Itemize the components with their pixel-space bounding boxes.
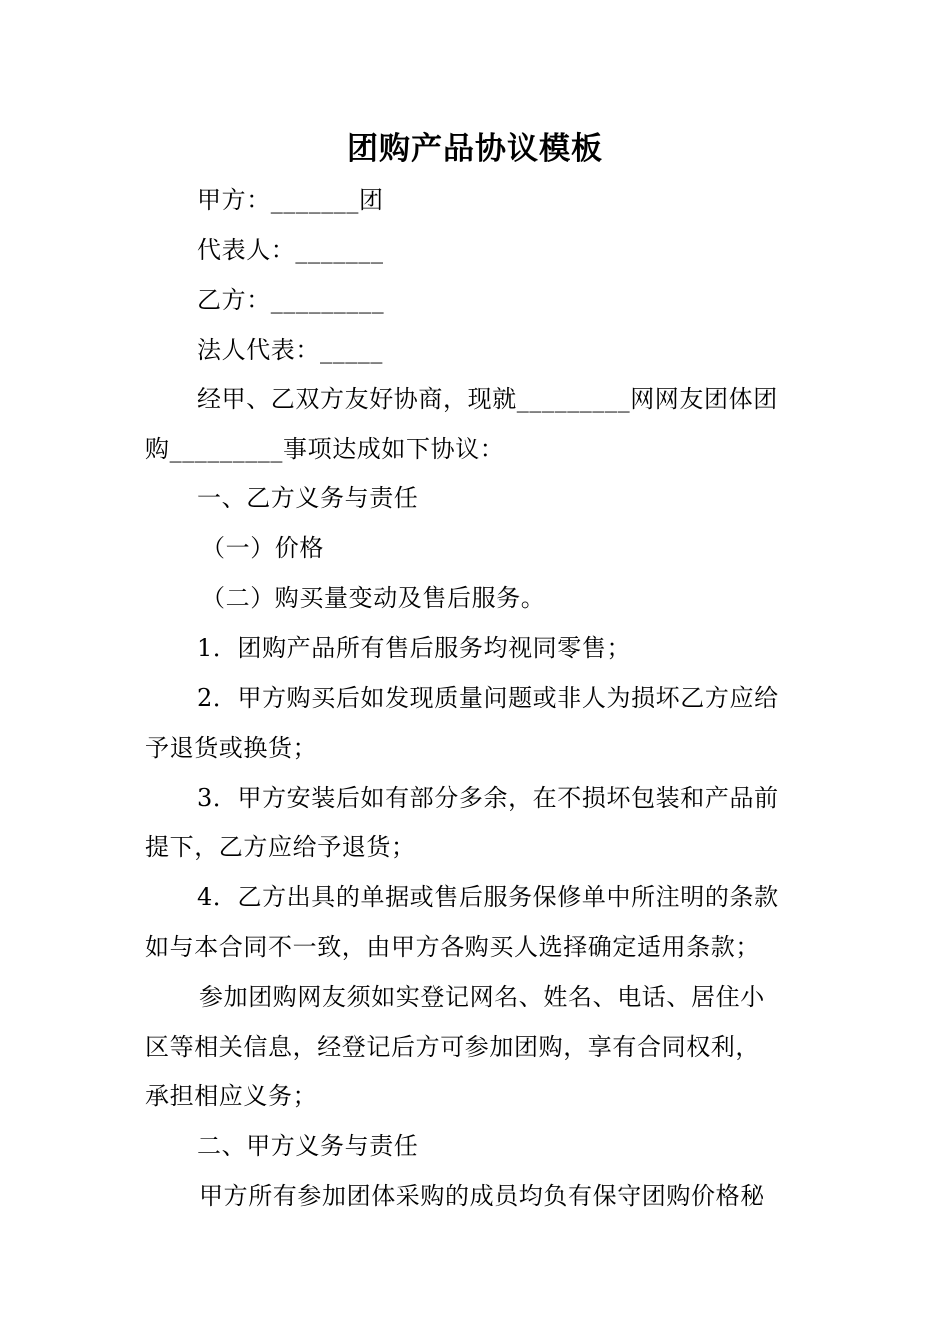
party-b-line: 乙方：_________: [197, 286, 385, 314]
preamble-line-2: 购_________事项达成如下协议：: [145, 435, 505, 463]
representative-line: 代表人：_______: [197, 236, 384, 264]
party-a-line: 甲方：_______团: [197, 186, 384, 214]
clause-4-line-2: 如与本合同不一致，由甲方各购买人选择确定适用条款；: [145, 933, 760, 961]
clause-2-line-1: 2．甲方购买后如发现质量问题或非人为损坏乙方应给: [197, 684, 779, 712]
clause-1: 1．团购产品所有售后服务均视同零售；: [197, 634, 632, 662]
registration-line-3: 承担相应义务；: [145, 1082, 318, 1110]
clause-2-line-2: 予退货或换货；: [145, 734, 318, 762]
clause-3-line-2: 提下，乙方应给予退货；: [145, 833, 416, 861]
preamble-line-1: 经甲、乙双方友好协商，现就_________网网友团体团: [197, 385, 778, 413]
section-heading-2: 二、甲方义务与责任: [197, 1132, 419, 1160]
clause-3-line-1: 3．甲方安装后如有部分多余，在不损坏包装和产品前: [197, 784, 779, 812]
legal-representative-line: 法人代表：_____: [197, 336, 383, 364]
subsection-service: （二）购买量变动及售后服务。: [201, 584, 546, 612]
registration-line-2: 区等相关信息，经登记后方可参加团购，享有合同权利，: [145, 1033, 760, 1061]
party-a-duty-line-1: 甲方所有参加团体采购的成员均负有保守团购价格秘: [199, 1182, 765, 1210]
registration-line-1: 参加团购网友须如实登记网名、姓名、电话、居住小: [199, 983, 765, 1011]
clause-4-line-1: 4．乙方出具的单据或售后服务保修单中所注明的条款: [197, 883, 779, 911]
subsection-price: （一）价格: [201, 534, 324, 562]
document-title: 团购产品协议模板: [347, 131, 603, 167]
section-heading-1: 一、乙方义务与责任: [197, 484, 419, 512]
